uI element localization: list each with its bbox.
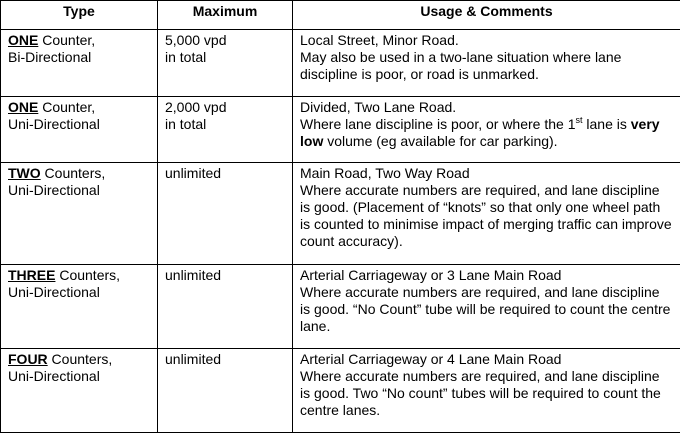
header-type: Type [1, 1, 158, 30]
maximum-value: unlimited [165, 350, 222, 367]
table-row [1, 264, 680, 348]
type-direction: Uni-Directional [8, 283, 100, 300]
usage-cell [293, 30, 680, 97]
usage-comment: Where accurate numbers are required, and lane discipline is good. (Placement of “knots” so that only one wheel path is counted to minimise impact of merging traffic can improve count accuracy). [300, 182, 672, 250]
maximum-value: 5,000 vpd [165, 32, 227, 48]
usage-comment: May also be used in a two-lane situation where lane discipline is poor, or road is unmarked. [300, 49, 622, 82]
type-text: Counters, [47, 350, 113, 367]
maximum-cell [158, 348, 293, 432]
usage-title: Arterial Carriageway or 3 Lane Main Road [300, 266, 562, 283]
type-keyword: FOUR [8, 350, 48, 367]
type-keyword: TWO [8, 165, 41, 182]
maximum-cell [158, 264, 293, 348]
type-keyword: THREE [8, 266, 56, 283]
maximum-value: unlimited [165, 266, 222, 283]
usage-title: Divided, Two Lane Road. [300, 98, 457, 115]
type-cell [1, 96, 158, 163]
emphasis-text: very low [300, 115, 660, 149]
table-row [1, 348, 680, 432]
type-direction: Uni-Directional [8, 115, 100, 132]
type-cell [1, 163, 158, 265]
usage-title: Local Street, Minor Road. [300, 32, 459, 48]
table-row [1, 30, 680, 97]
type-cell [1, 30, 158, 97]
type-cell [1, 264, 158, 348]
usage-comment: Where accurate numbers are required, and lane discipline is good. Two “No count” tubes will be required to count the centre lanes. [300, 367, 661, 418]
header-usage: Usage & Comments [293, 1, 680, 30]
maximum-note: in total [165, 115, 207, 132]
usage-cell [293, 348, 680, 432]
type-text: Counter, [38, 98, 96, 115]
maximum-value: 2,000 vpd [165, 98, 227, 115]
table-row [1, 96, 680, 163]
usage-comment: Where accurate numbers are required, and lane discipline is good. “No Count” tube will be required to count the centre lane. [300, 283, 671, 334]
type-cell [1, 348, 158, 432]
type-text: Counter, [38, 32, 96, 48]
type-text: Counters, [40, 165, 106, 182]
usage-cell [293, 163, 680, 265]
type-direction: Bi-Directional [8, 49, 92, 65]
usage-comment: Where lane discipline is poor, or where the 1st lane is very low volume (eg available for car parking). [300, 114, 660, 149]
type-keyword: ONE [8, 32, 39, 48]
maximum-cell [158, 30, 293, 97]
usage-cell [293, 264, 680, 348]
maximum-cell [158, 163, 293, 265]
ordinal-superscript: st [575, 114, 583, 125]
table-header-row [1, 1, 680, 30]
table-row [1, 163, 680, 265]
type-direction: Uni-Directional [8, 182, 100, 199]
usage-title: Arterial Carriageway or 4 Lane Main Road [300, 350, 562, 367]
header-maximum: Maximum [158, 1, 293, 30]
maximum-note: in total [165, 49, 207, 65]
maximum-cell [158, 96, 293, 163]
type-direction: Uni-Directional [8, 367, 100, 384]
type-keyword: ONE [8, 98, 39, 115]
usage-title: Main Road, Two Way Road [300, 165, 470, 182]
usage-cell [293, 96, 680, 163]
maximum-value: unlimited [165, 165, 222, 182]
type-text: Counters, [55, 266, 121, 283]
